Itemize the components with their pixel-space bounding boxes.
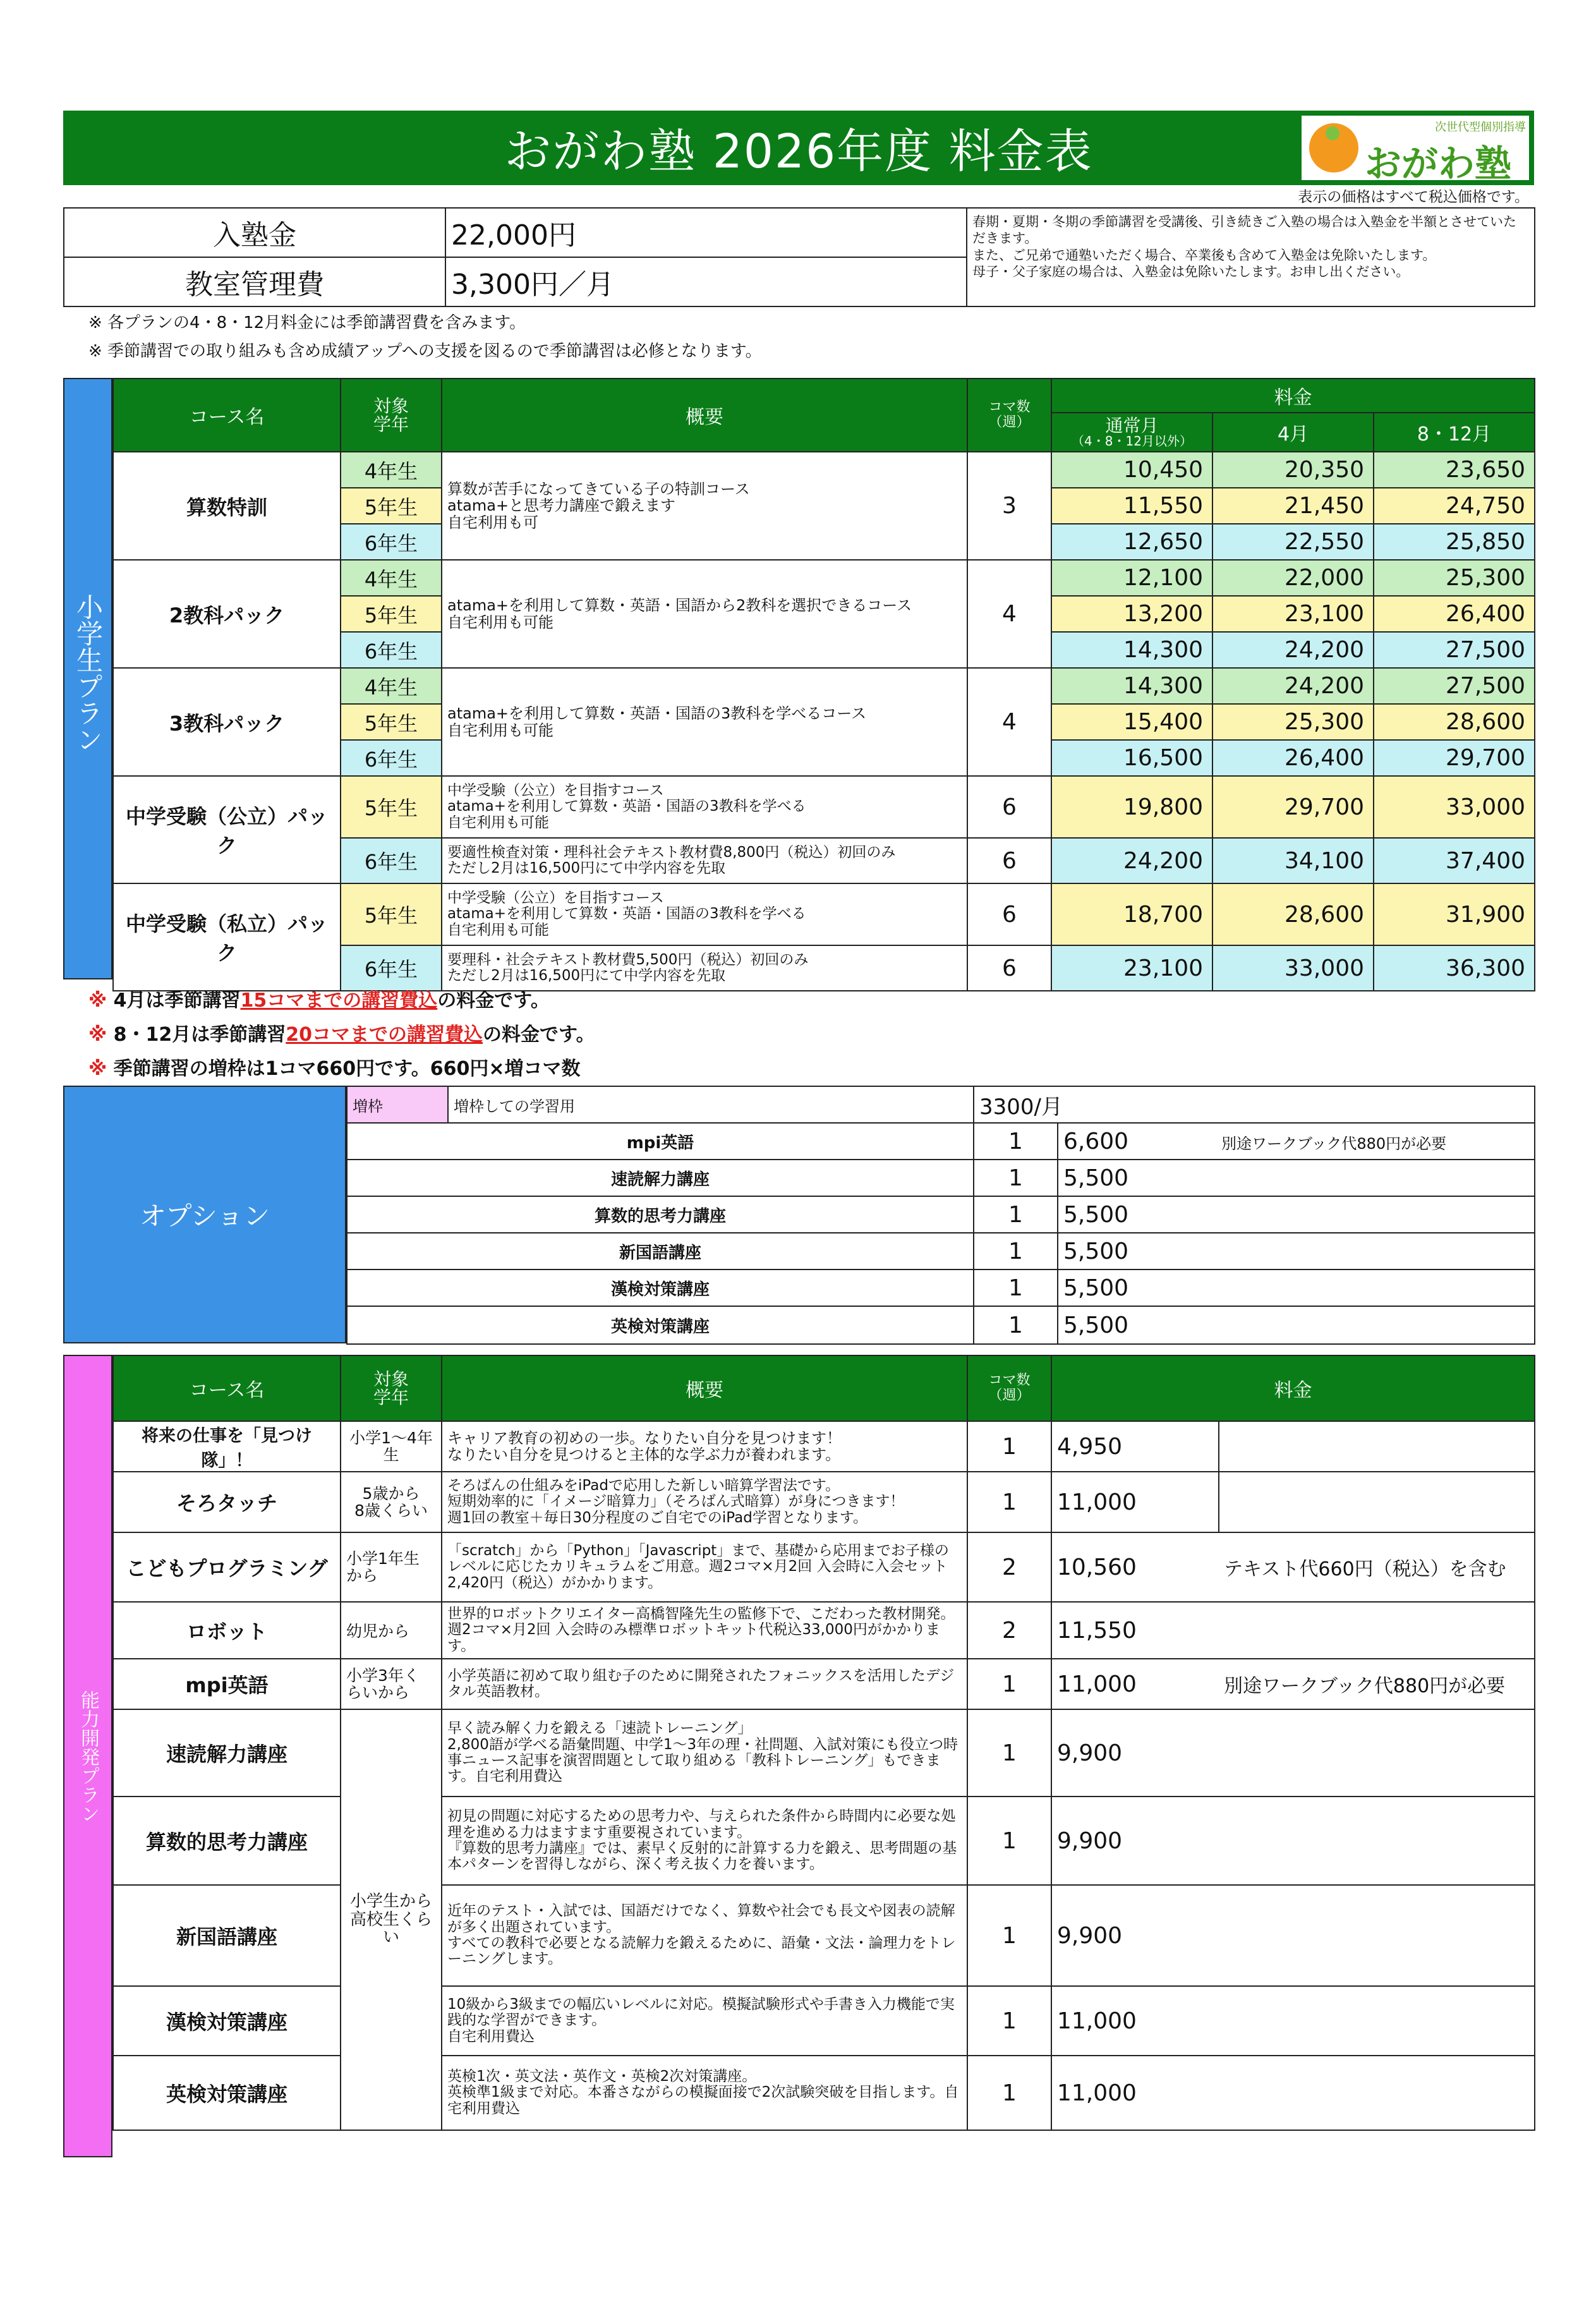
koma-cell: 1 <box>967 1659 1051 1709</box>
fee-cell: 9,900 <box>1051 1709 1535 1797</box>
koma-cell: 1 <box>967 1986 1051 2056</box>
course-desc: 早く読み解く力を鍛える「速読トレーニング」 2,800語が学べる語彙問題、中学1～3年の理・社問題、入試対策にも役立つ時事ニュース記事を演習問題として取り組める「教科トレーニング」もできます。自宅利用費込 <box>442 1709 967 1797</box>
table-row <box>113 1797 1535 1885</box>
course-desc: 10級から3級までの幅広いレベルに対応。模擬試験形式や手書き入力機能で実践的な学習ができます。 自宅利用費込 <box>442 1986 967 2056</box>
grade-cell: 幼児から <box>341 1602 442 1659</box>
course-desc: キャリア教育の初めの一歩。なりたい自分を見つけます！ なりたい自分を見つけると主体的な学ぶ力が養われます。 <box>442 1421 967 1472</box>
fee-augdec: 37,400 <box>1374 838 1535 883</box>
table-row <box>113 1986 1535 2056</box>
koma-cell: 6 <box>967 883 1051 945</box>
grade-cell: 小学1～4年生 <box>341 1421 442 1472</box>
table-row <box>113 560 1535 596</box>
zouwaku-fee: 3300/月 <box>974 1086 1535 1123</box>
option-koma: 1 <box>974 1196 1058 1233</box>
grade-cell: 5年生 <box>341 488 442 524</box>
fee-augdec: 29,700 <box>1374 740 1535 776</box>
grade-cell: 5年生 <box>341 776 442 838</box>
grade-cell: 4年生 <box>341 560 442 596</box>
fee-augdec: 27,500 <box>1374 632 1535 668</box>
table-row <box>113 1472 1535 1532</box>
elem-header-course: コース名 <box>113 379 341 452</box>
top-note-2: ※ 季節講習での取り組みも含め成績アップへの支援を図るので季節講習は必修となります。 <box>88 342 762 361</box>
table-row <box>113 1532 1535 1602</box>
fee-april: 25,300 <box>1212 704 1374 740</box>
room-label: 教室管理費 <box>64 257 445 306</box>
fee-april: 23,100 <box>1212 596 1374 632</box>
option-fee-cell <box>1058 1123 1535 1160</box>
entrance-label: 入塾金 <box>64 208 445 257</box>
grade-cell: 6年生 <box>341 740 442 776</box>
fee-augdec: 26,400 <box>1374 596 1535 632</box>
fee-cell: 11,550 <box>1051 1602 1219 1659</box>
course-name: 算数的思考力講座 <box>113 1797 341 1885</box>
fee-april: 24,200 <box>1212 668 1374 704</box>
elem-header-normal-sub: （4・8・12月以外） <box>1072 433 1192 449</box>
course-desc: 要理科・社会テキスト教材費5,500円（税込）初回のみ ただし2月は16,500円にて中学内容を先取 <box>442 945 967 991</box>
elem-header-augdec: 8・12月 <box>1374 413 1535 452</box>
fee-augdec: 31,900 <box>1374 883 1535 945</box>
list-item <box>347 1123 1535 1160</box>
grade-cell: 小学3年く らいから <box>341 1659 442 1709</box>
table-row <box>113 1659 1535 1709</box>
elem-header-april: 4月 <box>1212 413 1374 452</box>
fee-note: テキスト代660円（税込）を含む <box>1219 1532 1535 1602</box>
zouwaku-tag: 増枠 <box>347 1086 448 1123</box>
season-note-3 <box>88 1053 1099 1081</box>
table-row <box>113 1421 1535 1472</box>
shared-grade-cell: 小学生から 高校生くらい <box>341 1709 442 2130</box>
fee-note <box>1219 1602 1535 1659</box>
fee-normal: 10,450 <box>1051 452 1212 488</box>
fee-augdec: 27,500 <box>1374 668 1535 704</box>
fee-april: 22,000 <box>1212 560 1374 596</box>
fees-note-line3: 母子・父子家庭の場合は、入塾金は免除いたします。お申し出ください。 <box>972 264 1410 279</box>
option-name: 英検対策講座 <box>347 1306 974 1344</box>
logo-dot-icon <box>1326 126 1339 140</box>
koma-cell: 1 <box>967 1797 1051 1885</box>
fee-augdec: 25,850 <box>1374 524 1535 560</box>
fee-normal: 15,400 <box>1051 704 1212 740</box>
season-note-2 <box>88 1019 1099 1046</box>
table-row <box>113 452 1535 488</box>
fee-normal: 16,500 <box>1051 740 1212 776</box>
fee-augdec: 36,300 <box>1374 945 1535 991</box>
elem-header-fee: 料金 <box>1051 379 1535 413</box>
season-note-1 <box>88 985 1099 1012</box>
grade-cell: 6年生 <box>341 632 442 668</box>
grade-cell: 4年生 <box>341 668 442 704</box>
fee-normal: 14,300 <box>1051 632 1212 668</box>
season-note-2-red: 20コマまでの講習費込 <box>286 1024 483 1046</box>
koma-cell: 1 <box>967 1472 1051 1532</box>
koma-cell: 1 <box>967 1885 1051 1986</box>
fee-april: 24,200 <box>1212 632 1374 668</box>
abil-header-summary: 概要 <box>442 1355 967 1421</box>
option-table <box>346 1086 1535 1345</box>
course-desc: 世界的ロボットクリエイター高橋智隆先生の監修下で、こだわった教材開発。週2コマ×月2回 入会時のみ標準ロボットキット代税込33,000円がかかります。 <box>442 1602 967 1659</box>
list-item <box>347 1233 1535 1270</box>
fee-augdec: 23,650 <box>1374 452 1535 488</box>
ability-side-text: 能力開発プラン <box>77 1690 99 1823</box>
fee-april: 22,550 <box>1212 524 1374 560</box>
tax-note: 表示の価格はすべて税込価格です。 <box>1298 189 1529 205</box>
fee-normal: 12,100 <box>1051 560 1212 596</box>
option-fee: 5,500 <box>1058 1196 1535 1233</box>
course-name: こどもプログラミング <box>113 1532 341 1602</box>
koma-cell: 6 <box>967 838 1051 883</box>
abil-header-course: コース名 <box>113 1355 341 1421</box>
elementary-table <box>112 378 1535 991</box>
elem-header-grade: 対象 学年 <box>341 379 442 452</box>
course-name: 漢検対策講座 <box>113 1986 341 2056</box>
fee-normal: 12,650 <box>1051 524 1212 560</box>
fee-cell: 11,000 <box>1051 1659 1219 1709</box>
course-name: 3教科パック <box>113 668 341 776</box>
grade-cell: 小学1年生 から <box>341 1532 442 1602</box>
option-name: 漢検対策講座 <box>347 1270 974 1306</box>
course-desc: 英検1次・英文法・英作文・英検2次対策講座。 英検準1級まで対応。本番さながらの模擬面接で2次試験突破を目指します。自宅利用費込 <box>442 2056 967 2130</box>
option-fee: 5,500 <box>1058 1270 1535 1306</box>
course-desc: 中学受験（公立）を目指すコース atama+を利用して算数・英語・国語の3教科を学べる 自宅利用も可能 <box>442 776 967 838</box>
course-name: 中学受験（公立）パック <box>113 776 341 883</box>
koma-cell: 3 <box>967 452 1051 560</box>
course-name: 算数特訓 <box>113 452 341 560</box>
koma-cell: 4 <box>967 668 1051 776</box>
elem-header-koma: コマ数 （週） <box>967 379 1051 452</box>
table-row <box>113 1602 1535 1659</box>
option-name: 算数的思考力講座 <box>347 1196 974 1233</box>
fee-note <box>1219 1421 1535 1472</box>
koma-cell: 1 <box>967 1709 1051 1797</box>
list-item <box>347 1196 1535 1233</box>
list-item <box>347 1270 1535 1306</box>
fee-normal: 11,550 <box>1051 488 1212 524</box>
course-name: 新国語講座 <box>113 1885 341 1986</box>
course-desc: atama+を利用して算数・英語・国語の3教科を学べるコース 自宅利用も可能 <box>442 668 967 776</box>
fee-normal: 23,100 <box>1051 945 1212 991</box>
abil-header-koma: コマ数 （週） <box>967 1355 1051 1421</box>
ability-table <box>112 1355 1535 2131</box>
koma-cell: 4 <box>967 560 1051 668</box>
fee-augdec: 24,750 <box>1374 488 1535 524</box>
table-row <box>113 776 1535 838</box>
fee-cell: 11,000 <box>1051 1472 1219 1532</box>
elementary-side-text: 小学生プラン <box>73 593 104 753</box>
koma-cell: 2 <box>967 1602 1051 1659</box>
koma-cell: 6 <box>967 776 1051 838</box>
koma-cell: 1 <box>967 1421 1051 1472</box>
grade-cell: 5年生 <box>341 596 442 632</box>
elem-header-summary: 概要 <box>442 379 967 452</box>
grade-cell: 6年生 <box>341 945 442 991</box>
option-koma: 1 <box>974 1160 1058 1196</box>
logo-tagline: 次世代型個別指導 <box>1435 121 1526 134</box>
fee-april: 21,450 <box>1212 488 1374 524</box>
fee-cell: 10,560 <box>1051 1532 1219 1602</box>
option-fee: 5,500 <box>1058 1160 1535 1196</box>
course-desc: 近年のテスト・入試では、国語だけでなく、算数や社会でも長文や図表の読解が多く出題されています。 すべての教科で必要となる読解力を鍛えるために、語彙・文法・論理力をトレーニングします。 <box>442 1885 967 1986</box>
course-name: 将来の仕事を「見つけ隊」！ <box>113 1421 341 1472</box>
option-koma: 1 <box>974 1306 1058 1344</box>
fee-cell: 9,900 <box>1051 1885 1535 1986</box>
abil-header-fee: 料金 <box>1051 1355 1535 1421</box>
table-row <box>113 2056 1535 2130</box>
course-name: そろタッチ <box>113 1472 341 1532</box>
grade-cell: 5年生 <box>341 883 442 945</box>
option-name: mpi英語 <box>347 1123 974 1160</box>
note-mark: ※ <box>88 990 107 1012</box>
note-mark: ※ <box>88 1024 107 1046</box>
option-fee: 5,500 <box>1058 1233 1535 1270</box>
grade-cell: 6年生 <box>341 838 442 883</box>
table-row <box>113 1709 1535 1797</box>
course-name: 英検対策講座 <box>113 2056 341 2130</box>
room-value: 3,300円／月 <box>445 257 967 306</box>
option-fee: 5,500 <box>1058 1306 1535 1344</box>
season-note-1-post: の料金です。 <box>437 990 550 1012</box>
fee-april: 34,100 <box>1212 838 1374 883</box>
fee-april: 28,600 <box>1212 883 1374 945</box>
fees-table <box>63 207 1535 307</box>
fee-normal: 14,300 <box>1051 668 1212 704</box>
zouwaku-desc: 増枠しての学習用 <box>448 1086 974 1123</box>
koma-cell: 1 <box>967 2056 1051 2130</box>
fee-augdec: 28,600 <box>1374 704 1535 740</box>
list-item <box>347 1306 1535 1344</box>
option-name: 速読解力講座 <box>347 1160 974 1196</box>
table-row <box>113 1885 1535 1986</box>
course-desc: 算数が苦手になってきている子の特訓コース atama+と思考力講座で鍛えます 自宅利用も可 <box>442 452 967 560</box>
course-name: 2教科パック <box>113 560 341 668</box>
abil-header-grade: 対象 学年 <box>341 1355 442 1421</box>
course-desc: 中学受験（公立）を目指すコース atama+を利用して算数・英語・国語の3教科を学べる 自宅利用も可能 <box>442 883 967 945</box>
table-row <box>113 668 1535 704</box>
fee-cell: 9,900 <box>1051 1797 1535 1885</box>
season-note-1-pre: 4月は季節講習 <box>113 990 241 1012</box>
course-name: ロボット <box>113 1602 341 1659</box>
course-desc: 「scratch」から「Python」「Javascript」まで、基礎から応用までお子様のレベルに応じたカリキュラムをご用意。週2コマ×月2回 入会時に入会セット2,420円（税込）がかかります。 <box>442 1532 967 1602</box>
grade-cell: 6年生 <box>341 524 442 560</box>
koma-cell: 6 <box>967 945 1051 991</box>
fee-augdec: 25,300 <box>1374 560 1535 596</box>
option-koma: 1 <box>974 1233 1058 1270</box>
fee-cell: 4,950 <box>1051 1421 1219 1472</box>
note-mark: ※ <box>88 1058 107 1080</box>
fee-normal: 19,800 <box>1051 776 1212 838</box>
list-item <box>347 1160 1535 1196</box>
course-name: 速読解力講座 <box>113 1709 341 1797</box>
course-desc: atama+を利用して算数・英語・国語から2教科を選択できるコース 自宅利用も可能 <box>442 560 967 668</box>
course-name: 中学受験（私立）パック <box>113 883 341 991</box>
top-note-1: ※ 各プランの4・8・12月料金には季節講習費を含みます。 <box>88 313 526 332</box>
table-row <box>113 883 1535 945</box>
fee-april: 33,000 <box>1212 945 1374 991</box>
koma-cell: 2 <box>967 1532 1051 1602</box>
fee-cell: 11,000 <box>1051 2056 1535 2130</box>
fees-note <box>967 208 1535 306</box>
course-desc: 初見の問題に対応するための思考力や、与えられた条件から時間内に必要な処理を進める力はますます重要視されています。 『算数的思考力講座』では、素早く反射的に計算する力を鍛え、思考問題の基本パターンを習得しながら、深く考え抜く力を養います。 <box>442 1797 967 1885</box>
logo-name: おがわ塾 <box>1365 142 1512 185</box>
grade-cell: 5年生 <box>341 704 442 740</box>
season-note-2-post: の料金です。 <box>483 1024 595 1046</box>
fees-note-line2: また、ご兄弟で通塾いただく場合、卒業後も含めて入塾金は免除いたします。 <box>972 247 1436 263</box>
grade-cell: 4年生 <box>341 452 442 488</box>
course-desc: そろばんの仕組みをiPadで応用した新しい暗算学習法です。 短期効率的に「イメージ暗算力」（そろばん式暗算）が身につきます！ 週1回の教室＋毎日30分程度のご自宅でのiPad学習となります。 <box>442 1472 967 1532</box>
fees-note-line1: 春期・夏期・冬期の季節講習を受講後、引き続きご入塾の場合は入塾金を半額とさせていただきます。 <box>972 214 1516 246</box>
course-name: mpi英語 <box>113 1659 341 1709</box>
entrance-value: 22,000円 <box>445 208 967 257</box>
elem-header-normal <box>1051 413 1212 452</box>
season-note-2-pre: 8・12月は季節講習 <box>113 1024 286 1046</box>
elem-header-normal-label: 通常月 <box>1105 415 1159 436</box>
page-title: おがわ塾 2026年度 料金表 <box>504 124 1093 179</box>
fee-normal: 18,700 <box>1051 883 1212 945</box>
fee-note <box>1219 1472 1535 1532</box>
fee-april: 20,350 <box>1212 452 1374 488</box>
season-note-3-text: 季節講習の増枠は1コマ660円です。660円×増コマ数 <box>113 1058 581 1080</box>
course-desc: 要適性検査対策・理科社会テキスト教材費8,800円（税込）初回のみ ただし2月は16,500円にて中学内容を先取 <box>442 838 967 883</box>
option-name: 新国語講座 <box>347 1233 974 1270</box>
fee-april: 29,700 <box>1212 776 1374 838</box>
course-desc: 小学英語に初めて取り組む子のために開発されたフォニックスを活用したデジタル英語教材。 <box>442 1659 967 1709</box>
fee-augdec: 33,000 <box>1374 776 1535 838</box>
option-side-text: オプション <box>139 1201 270 1232</box>
fee-normal: 13,200 <box>1051 596 1212 632</box>
option-koma: 1 <box>974 1123 1058 1160</box>
fee-april: 26,400 <box>1212 740 1374 776</box>
grade-cell: 5歳から 8歳くらい <box>341 1472 442 1532</box>
option-koma: 1 <box>974 1270 1058 1306</box>
season-note-1-red: 15コマまでの講習費込 <box>240 990 438 1012</box>
fee-cell: 11,000 <box>1051 1986 1535 2056</box>
option-fee: 6,600 <box>1063 1128 1129 1154</box>
fee-normal: 24,200 <box>1051 838 1212 883</box>
fee-note: 別途ワークブック代880円が必要 <box>1219 1659 1535 1709</box>
option-note: 別途ワークブック代880円が必要 <box>1221 1134 1447 1153</box>
